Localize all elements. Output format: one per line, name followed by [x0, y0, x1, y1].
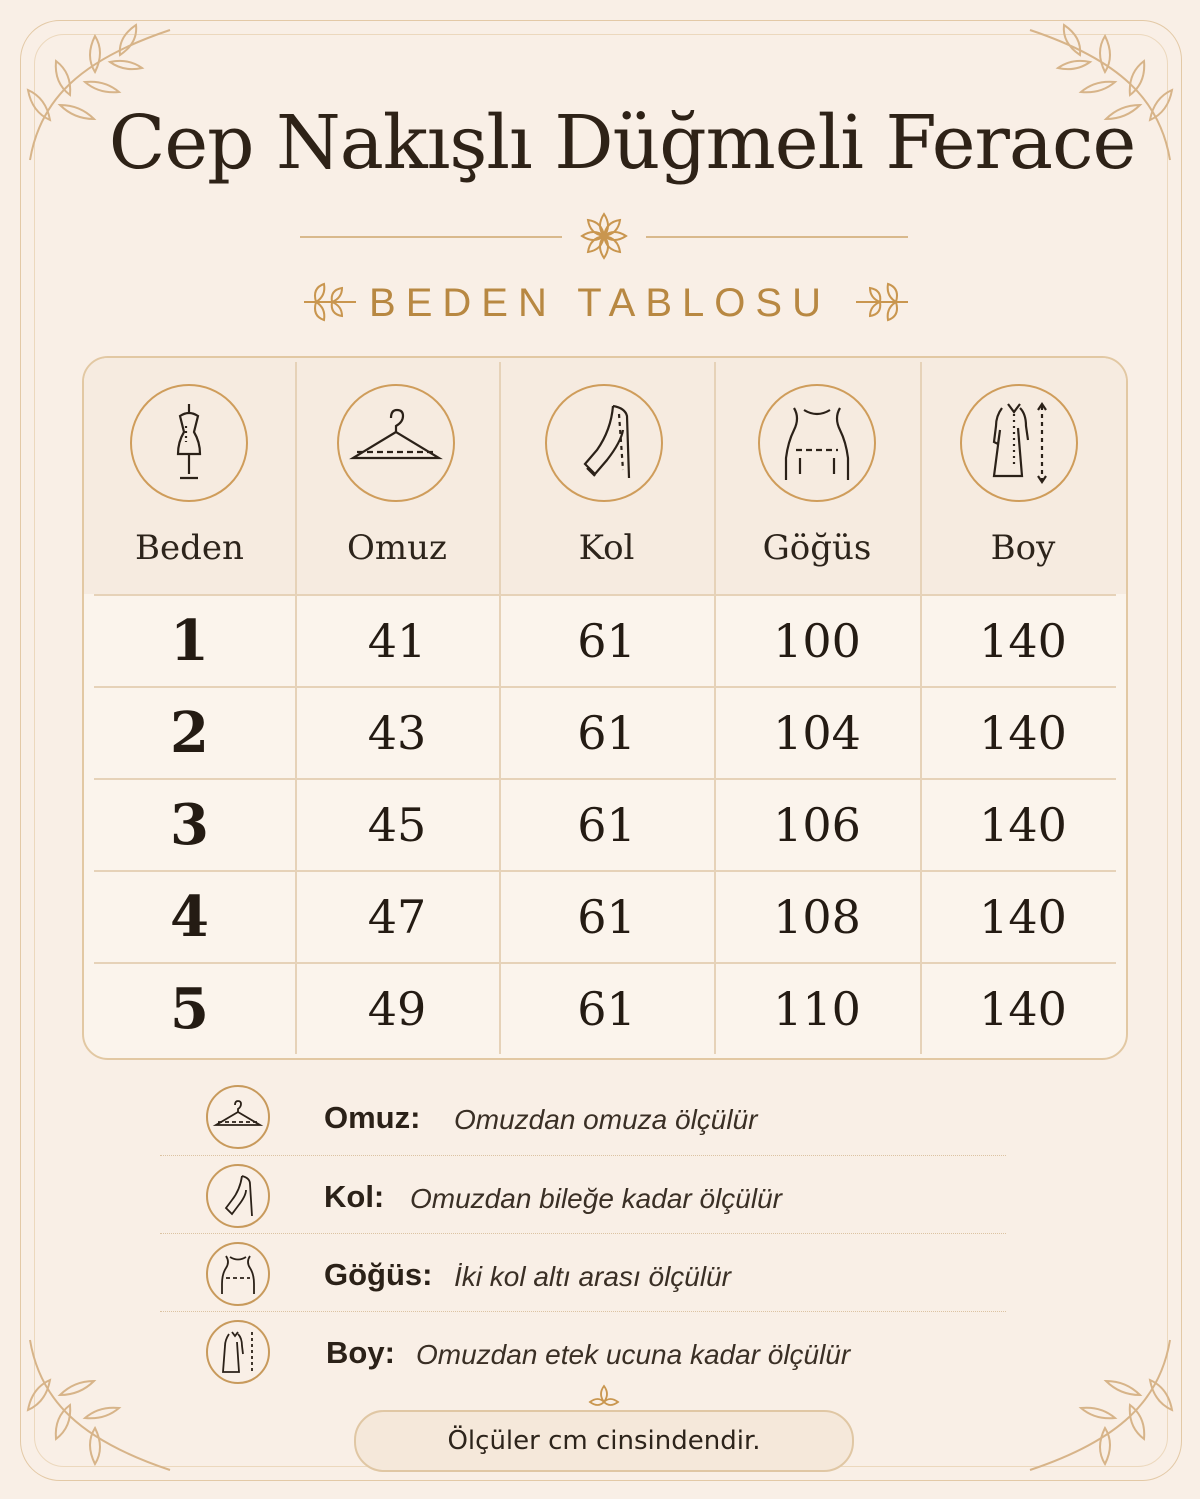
legend-separator — [160, 1233, 1006, 1234]
legend-item-omuz — [160, 1082, 1006, 1160]
hanger-icon — [206, 1085, 270, 1149]
chest-icon — [758, 384, 876, 502]
boy-cell: 140 — [979, 614, 1067, 668]
legend-description: İki kol altı arası ölçülür — [454, 1261, 731, 1292]
gogus-cell: 104 — [773, 706, 861, 760]
column-label: Beden — [135, 528, 244, 568]
legend-term: Boy: — [326, 1335, 395, 1370]
legend-description: Omuzdan bileğe kadar ölçülür — [410, 1183, 782, 1214]
column-header-boy — [920, 358, 1126, 594]
sleeve-icon — [206, 1164, 270, 1228]
flower-ornament-icon — [576, 208, 632, 264]
gogus-cell: 110 — [773, 982, 861, 1036]
legend-term: Göğüs: — [324, 1257, 433, 1292]
boy-cell: 140 — [979, 890, 1067, 944]
legend-description: Omuzdan etek ucuna kadar ölçülür — [416, 1339, 851, 1370]
sleeve-icon — [545, 384, 663, 502]
legend-separator — [160, 1155, 1006, 1156]
units-note: Ölçüler cm cinsindendir. — [354, 1410, 854, 1472]
omuz-cell: 41 — [367, 614, 427, 668]
kol-cell: 61 — [577, 890, 636, 944]
boy-cell: 140 — [979, 706, 1067, 760]
kol-cell: 61 — [577, 798, 636, 852]
kol-cell: 61 — [577, 982, 636, 1036]
legend-term: Omuz: — [324, 1100, 421, 1135]
size-table — [82, 356, 1128, 1060]
gogus-cell: 106 — [773, 798, 861, 852]
legend-item-kol — [160, 1161, 1006, 1239]
dress-form-icon — [130, 384, 248, 502]
column-label: Boy — [990, 528, 1056, 568]
page-subtitle: BEDEN TABLOSU — [369, 281, 831, 325]
long-dress-icon — [206, 1320, 270, 1384]
legend-separator — [160, 1311, 1006, 1312]
size-cell: 2 — [170, 700, 209, 766]
page-title: Cep Nakışlı Düğmeli Ferace — [108, 100, 1136, 186]
hanger-icon — [337, 384, 455, 502]
column-header-kol — [499, 358, 714, 594]
size-cell: 4 — [170, 884, 209, 950]
legend-item-gogus — [160, 1239, 1006, 1317]
column-header-beden — [84, 358, 295, 594]
leaf-ornament-icon — [10, 1320, 180, 1490]
boy-cell: 140 — [979, 798, 1067, 852]
kol-cell: 61 — [577, 706, 636, 760]
boy-cell: 140 — [979, 982, 1067, 1036]
divider-line — [300, 236, 562, 238]
column-label: Omuz — [347, 528, 447, 568]
long-dress-icon — [960, 384, 1078, 502]
column-header-gogus — [714, 358, 920, 594]
kol-cell: 61 — [577, 614, 636, 668]
legend-item-boy — [160, 1317, 1006, 1395]
omuz-cell: 43 — [367, 706, 427, 760]
gogus-cell: 100 — [773, 614, 861, 668]
omuz-cell: 45 — [367, 798, 427, 852]
legend-description: Omuzdan omuza ölçülür — [454, 1104, 758, 1135]
chest-icon — [206, 1242, 270, 1306]
gogus-cell: 108 — [773, 890, 861, 944]
size-cell: 1 — [170, 608, 209, 674]
size-cell: 5 — [170, 976, 209, 1042]
column-label: Göğüs — [762, 528, 872, 568]
leaf-sprig-icon — [852, 280, 912, 324]
divider-line — [646, 236, 908, 238]
size-cell: 3 — [170, 792, 209, 858]
column-label: Kol — [578, 528, 635, 568]
omuz-cell: 49 — [367, 982, 427, 1036]
omuz-cell: 47 — [367, 890, 427, 944]
leaf-ornament-icon — [1020, 1320, 1190, 1490]
column-header-omuz — [295, 358, 499, 594]
legend-term: Kol: — [324, 1179, 385, 1214]
